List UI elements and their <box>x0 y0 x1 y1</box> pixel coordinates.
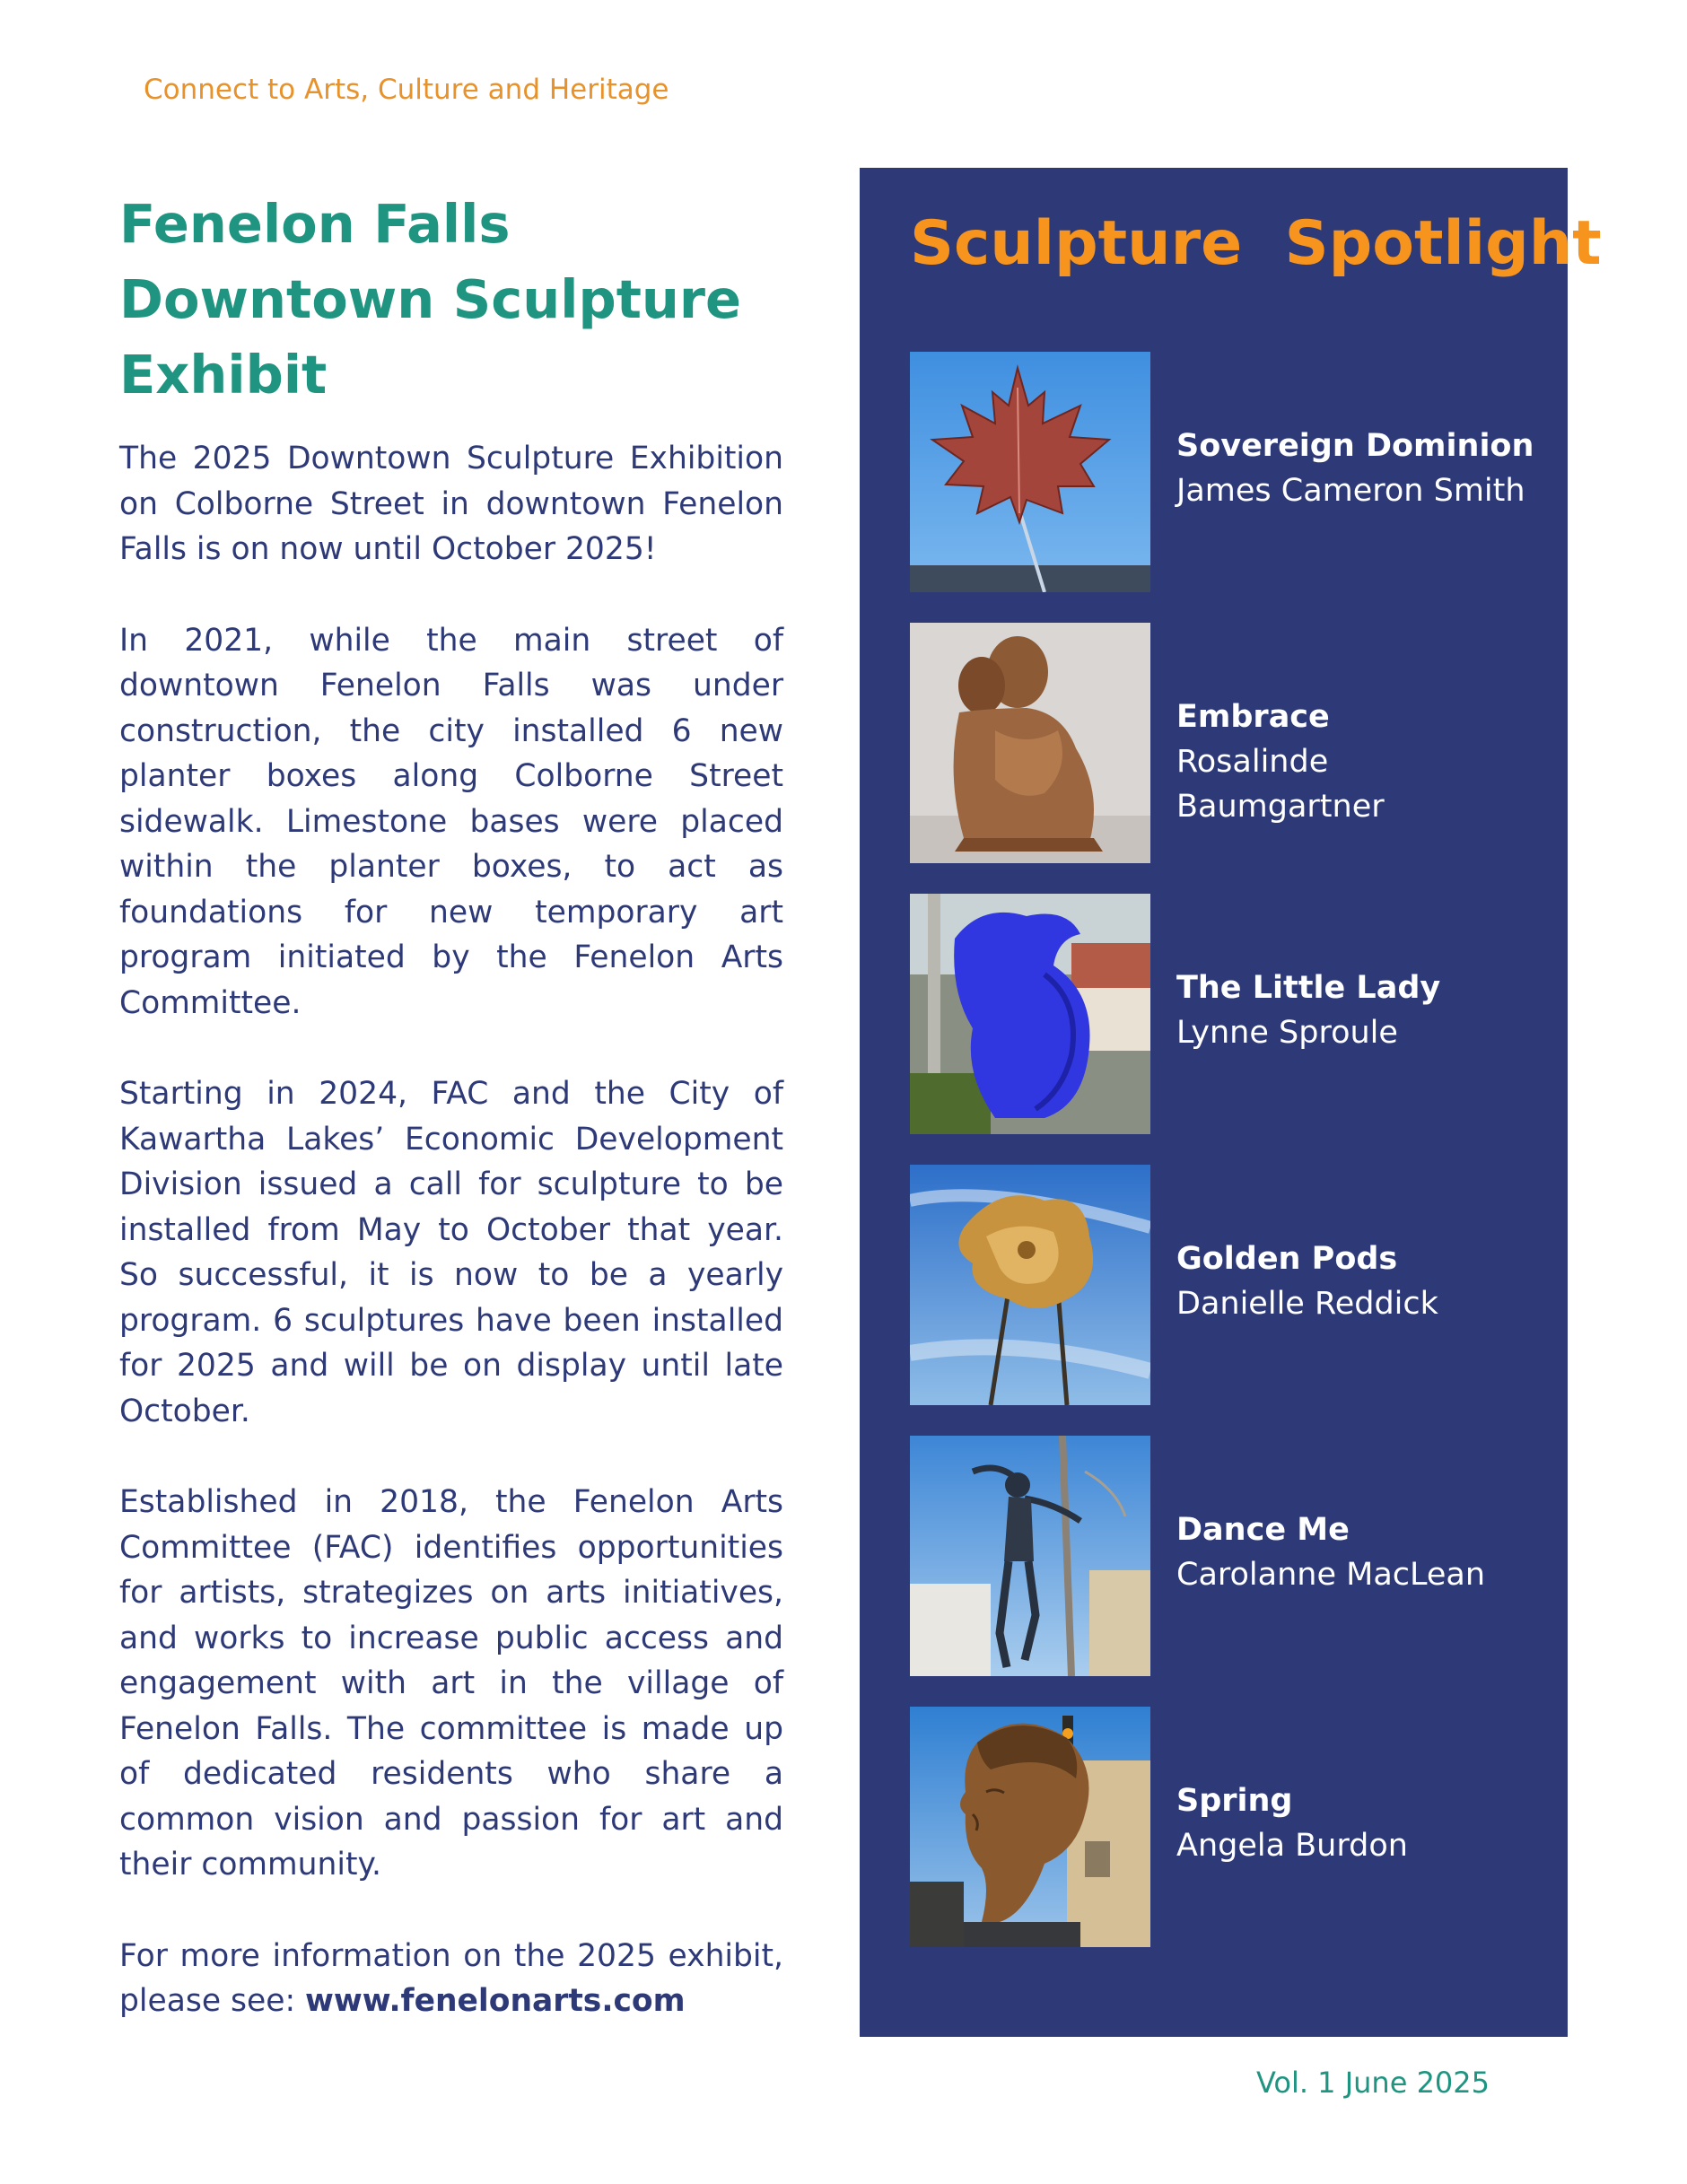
spotlight-card-2 <box>910 623 1538 863</box>
sculpture-title: Golden Pods <box>1176 1241 1398 1277</box>
sculpture-artist: James Cameron Smith <box>1176 473 1525 509</box>
section-kicker: Connect to Arts, Culture and Heritage <box>144 74 669 106</box>
website-link[interactable]: www.fenelonarts.com <box>305 1983 686 2019</box>
spotlight-card-1 <box>910 352 1538 592</box>
spotlight-card-4 <box>910 1165 1538 1405</box>
bronze-head-sculpture-photo <box>910 1707 1150 1947</box>
maple-leaf-sculpture-photo <box>910 352 1150 592</box>
spotlight-card-3 <box>910 894 1538 1134</box>
dancer-sculpture-photo <box>910 1436 1150 1676</box>
article-paragraph-3: Starting in 2024, FAC and the City of Kawartha Lakes’ Economic Development Division issued a call for sculpture to be installed from May to October that year. So successful, it is now to be a yearly program. 6 sculptures have been installed for 2025 and will be on display until late October. <box>119 1076 783 1429</box>
article-paragraph-2: In 2021, while the main street of downtown Fenelon Falls was under construction, the city installed 6 new planter boxes along Colborne Street sidewalk. Limestone bases were placed within the planter boxes, to act as foundations for new temporary art program initiated by the Fenelon Arts Committee. <box>119 622 783 1021</box>
sculpture-title: Embrace <box>1176 699 1330 735</box>
article-paragraph-1: The 2025 Downtown Sculpture Exhibition on Colborne Street in downtown Fenelon Falls is on now until October 2025! <box>119 441 783 567</box>
sculpture-title: Spring <box>1176 1783 1293 1819</box>
issue-volume: Vol. 1 June 2025 <box>1255 2066 1490 2100</box>
blue-abstract-sculpture-photo <box>910 894 1150 1134</box>
spotlight-card-5 <box>910 1436 1538 1676</box>
article-headline: Fenelon Falls Downtown Sculpture Exhibit <box>119 193 742 406</box>
sculpture-title: Sovereign Dominion <box>1176 428 1534 464</box>
spotlight-title: Sculpture Spotlight <box>910 208 1602 279</box>
sculpture-artist: Danielle Reddick <box>1176 1286 1438 1322</box>
golden-pods-sculpture-photo <box>910 1165 1150 1405</box>
sculpture-artist: Rosalinde Baumgartner <box>1176 744 1385 825</box>
sculpture-artist: Lynne Sproule <box>1176 1015 1398 1051</box>
sculpture-title: The Little Lady <box>1176 970 1441 1006</box>
more-info-paragraph <box>119 1934 783 2024</box>
article <box>119 187 783 2024</box>
sculpture-spotlight-panel <box>860 168 1602 2037</box>
embracing-figures-sculpture-photo <box>910 623 1150 863</box>
sculpture-artist: Carolanne MacLean <box>1176 1557 1486 1593</box>
sculpture-artist: Angela Burdon <box>1176 1828 1408 1864</box>
article-paragraph-4: Established in 2018, the Fenelon Arts Committee (FAC) identifies opportunities for artists, strategizes on arts initiatives, and works to increase public access and engagement with art in the village of Fenelon Falls. The committee is made up of dedicated residents who share a common vision and passion for art and their community. <box>119 1484 783 1883</box>
more-info-text: For more information on the 2025 exhibit, please see: <box>119 1937 783 2019</box>
spotlight-card-6 <box>910 1707 1538 1947</box>
sculpture-title: Dance Me <box>1176 1512 1350 1548</box>
